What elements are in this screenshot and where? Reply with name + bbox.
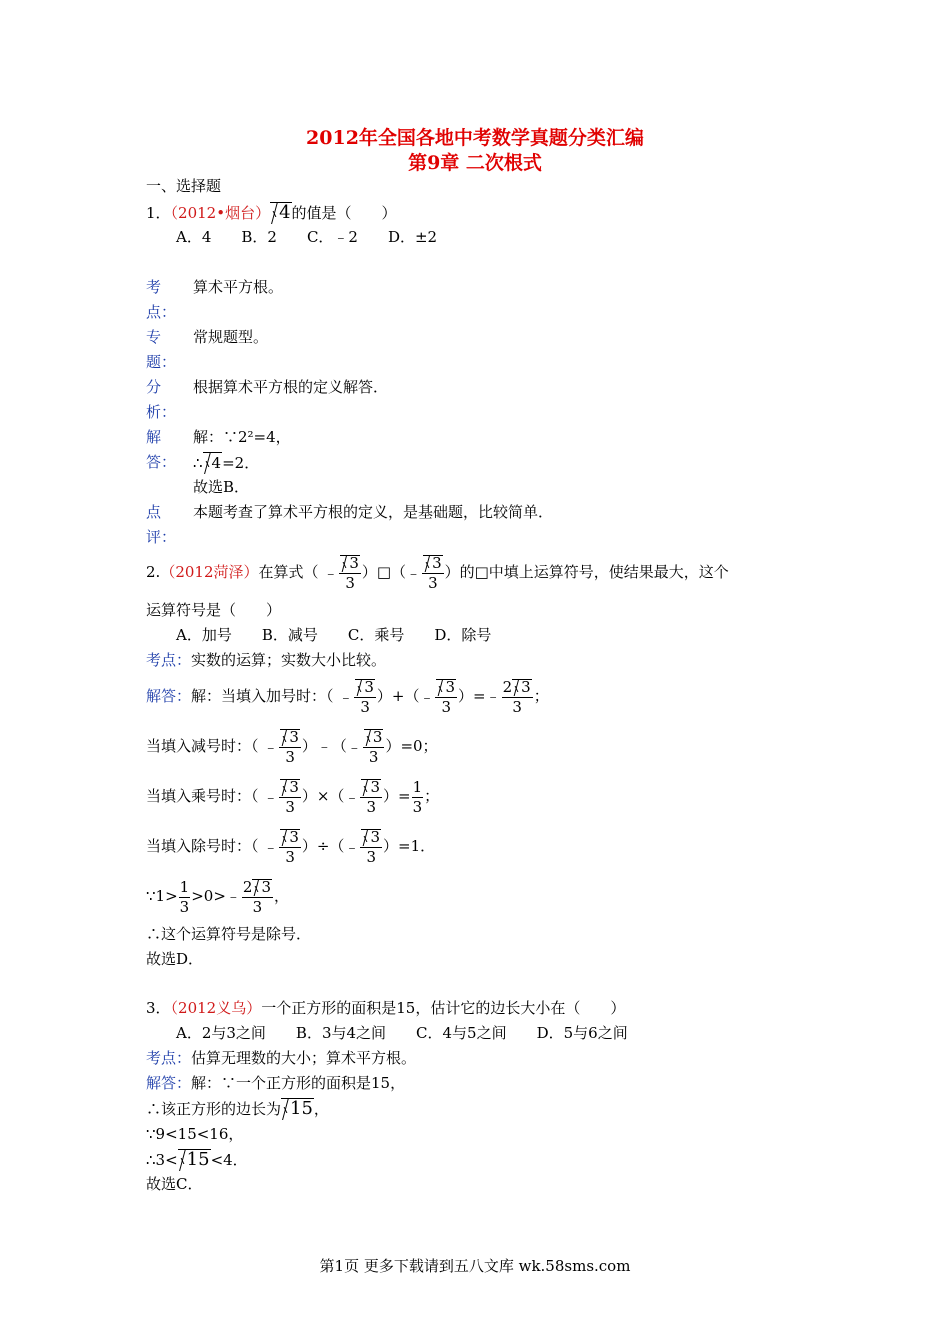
q2-sub-frac2: $\frac{3}{3}$ — [363, 729, 385, 765]
q3-kaodian-text: 估算无理数的大小；算术平方根。 — [191, 1049, 417, 1067]
q1-sqrt — [270, 202, 291, 223]
q1-zhuanti-label2: 题： — [146, 353, 177, 371]
q2-stem — [146, 550, 729, 595]
q2-sub-neg1: ﹣ — [263, 738, 279, 756]
q2-div-neg2: ﹣ — [344, 838, 360, 856]
q2-add-frac2: $\frac{3}{3}$ — [435, 679, 457, 715]
q1-fenxi-label1: 分 — [146, 378, 162, 396]
q2-sub-frac1: $\frac{3}{3}$ — [279, 729, 301, 765]
q1-jieda-label2: 答： — [146, 453, 177, 471]
q2-mul-result-frac: $\frac{1}{3}$ — [412, 777, 423, 816]
q2-compare-mid: >0>﹣ — [191, 887, 241, 905]
q3-stem — [146, 998, 625, 1018]
q2-mul-frac1: $\frac{3}{3}$ — [279, 779, 301, 815]
q3-kaodian-label: 考点： — [146, 1049, 192, 1067]
q3-number: 3． — [146, 999, 171, 1017]
q2-compare-pre: ∵1> — [146, 887, 178, 905]
q1-zhuanti: 常规题型。 — [193, 328, 269, 346]
q2-mul-neg2: ﹣ — [344, 788, 360, 806]
q2-number: 2. — [146, 563, 161, 581]
q2-conclude: ∴这个运算符号是除号． — [146, 925, 312, 943]
q1-options: A．4 B．2 C．﹣2 D．±2 — [176, 228, 438, 246]
q2-div-frac1: $\frac{3}{3}$ — [279, 829, 301, 865]
q2-mul-line — [146, 774, 439, 819]
q3-jieda-line1 — [146, 1073, 405, 1093]
q3-jieda-text1: 解：∵一个正方形的面积是15， — [191, 1074, 406, 1092]
q2-div-result: ）=1． — [383, 837, 436, 855]
q2-add-frac1: $\frac{3}{3}$ — [354, 679, 376, 715]
q2-div-op: ）÷（ — [301, 837, 345, 855]
q3-jieda-label: 解答： — [146, 1074, 192, 1092]
q1-dianping-label1: 点 — [146, 503, 162, 521]
q1-radicand: 4 — [279, 202, 291, 223]
q1-stem — [146, 202, 397, 223]
q1-jieda-line2 — [193, 452, 259, 473]
q2-stem-frac2-sqrt: 3 — [423, 555, 443, 571]
q2-add-op: ）+（ — [376, 687, 420, 705]
q1-jieda-radicand: 4 — [211, 454, 222, 472]
q1-kaodian: 算术平方根。 — [193, 278, 284, 296]
q3-line2-post: ， — [313, 1100, 329, 1118]
q2-sub-line — [146, 724, 438, 769]
q3-line4-sqrt: 15 — [178, 1149, 211, 1170]
q2-compare-line — [146, 874, 289, 918]
q1-jieda-equals: =2． — [222, 454, 260, 472]
q2-mul-text: 当填入乘号时：（ — [146, 787, 259, 805]
section-heading: 一、选择题 — [146, 177, 222, 195]
q2-stem-a: 在算式（ — [258, 563, 319, 581]
q2-stem-frac1: $\frac{3}{3}$ — [339, 555, 361, 591]
q1-jieda-line1: 解：∵2²=4， — [193, 428, 291, 446]
q2-kaodian-label: 考点： — [146, 651, 192, 669]
q1-dianping-label2: 评： — [146, 528, 177, 546]
q2-stem-neg2: ﹣ — [406, 564, 422, 582]
q2-source: （2012菏泽） — [160, 563, 259, 581]
q2-options: A．加号 B．减号 C．乘号 D．除号 — [176, 626, 492, 644]
q2-div-neg1: ﹣ — [263, 838, 279, 856]
q2-jieda-label: 解答： — [146, 687, 192, 705]
q2-add-result-frac: $\frac{2 3}{3}$ — [502, 678, 531, 716]
q2-compare-end: ， — [273, 887, 289, 905]
q2-stem-b: ）□（ — [361, 563, 407, 581]
q2-mul-result: ）= — [383, 787, 411, 805]
q2-add-text: 解：当填入加号时：（ — [191, 687, 334, 705]
q2-stem-c: ）的□中填上运算符号，使结果最大，这个 — [444, 563, 729, 581]
q1-therefore: ∴ — [193, 454, 203, 472]
q2-sub-result: ）=0； — [385, 737, 438, 755]
q2-add-line — [146, 674, 549, 719]
q1-fenxi-label2: 析： — [146, 403, 177, 421]
q2-compare-frac2: $\frac{2 3}{3}$ — [242, 878, 271, 916]
q1-jieda-line3: 故选B． — [193, 478, 250, 496]
q2-sub-text: 当填入减号时：（ — [146, 737, 259, 755]
q3-line2-pre: ∴该正方形的边长为 — [146, 1100, 282, 1118]
q3-line2-sqrt: 15 — [281, 1098, 314, 1119]
q2-add-result: ）=﹣ — [458, 687, 501, 705]
q1-number: 1． — [146, 204, 171, 222]
q2-stem-neg1: ﹣ — [323, 564, 339, 582]
q3-jieda-line5: 故选C． — [146, 1175, 203, 1193]
doc-title-line1: 2012年全国各地中考数学真题分类汇编 — [306, 127, 644, 149]
q1-jieda-label1: 解 — [146, 428, 162, 446]
doc-title-line2: 第9章 二次根式 — [408, 152, 542, 174]
q3-line4-post: <4． — [210, 1151, 248, 1169]
q2-kaodian — [146, 650, 386, 670]
q2-choose: 故选D． — [146, 950, 204, 968]
q2-add-neg1: ﹣ — [338, 688, 354, 706]
q2-mul-end: ； — [424, 787, 440, 805]
q2-sub-neg2: ﹣ — [346, 738, 362, 756]
q1-jieda-sqrt — [203, 452, 223, 473]
q3-stem-text: 一个正方形的面积是15，估计它的边长大小在（ ） — [261, 999, 626, 1017]
q2-compare-frac1: $\frac{1}{3}$ — [179, 877, 190, 916]
page-footer: 第1页 更多下载请到五八文库 wk.58sms.com — [319, 1257, 631, 1275]
q2-add-end: ； — [533, 687, 549, 705]
q2-div-line — [146, 824, 435, 869]
q2-sub-op: ）﹣（ — [301, 737, 347, 755]
q1-source: （2012•烟台） — [170, 204, 271, 222]
q2-mul-frac2: $\frac{3}{3}$ — [360, 779, 382, 815]
q1-zhuanti-label1: 专 — [146, 328, 162, 346]
q2-div-frac2: $\frac{3}{3}$ — [360, 829, 382, 865]
q2-stem-frac1-sqrt: 3 — [340, 555, 360, 571]
q3-line4-pre: ∴3< — [146, 1151, 178, 1169]
q2-kaodian-text: 实数的运算；实数大小比较。 — [191, 651, 387, 669]
q3-options: A．2与3之间 B．3与4之间 C．4与5之间 D．5与6之间 — [176, 1024, 628, 1042]
q3-jieda-line3: ∵9<15<16， — [146, 1125, 244, 1143]
q3-jieda-line4 — [146, 1149, 248, 1170]
q3-source: （2012义乌） — [170, 999, 262, 1017]
q2-stem-frac2: $\frac{3}{3}$ — [422, 555, 444, 591]
q2-mul-op: ）×（ — [301, 787, 345, 805]
q1-kaodian-label2: 点： — [146, 303, 177, 321]
q1-dianping: 本题考查了算术平方根的定义，是基础题，比较简单． — [193, 503, 554, 521]
q2-div-text: 当填入除号时：（ — [146, 837, 259, 855]
q3-kaodian — [146, 1048, 416, 1068]
q2-mul-neg1: ﹣ — [263, 788, 279, 806]
q2-add-neg2: ﹣ — [419, 688, 435, 706]
q3-jieda-line2 — [146, 1098, 329, 1119]
q1-fenxi: 根据算术平方根的定义解答． — [193, 378, 389, 396]
q1-stem-text: 的值是（ ） — [291, 204, 397, 222]
q2-stem-line2: 运算符号是（ ） — [146, 601, 282, 619]
q1-kaodian-label1: 考 — [146, 278, 162, 296]
